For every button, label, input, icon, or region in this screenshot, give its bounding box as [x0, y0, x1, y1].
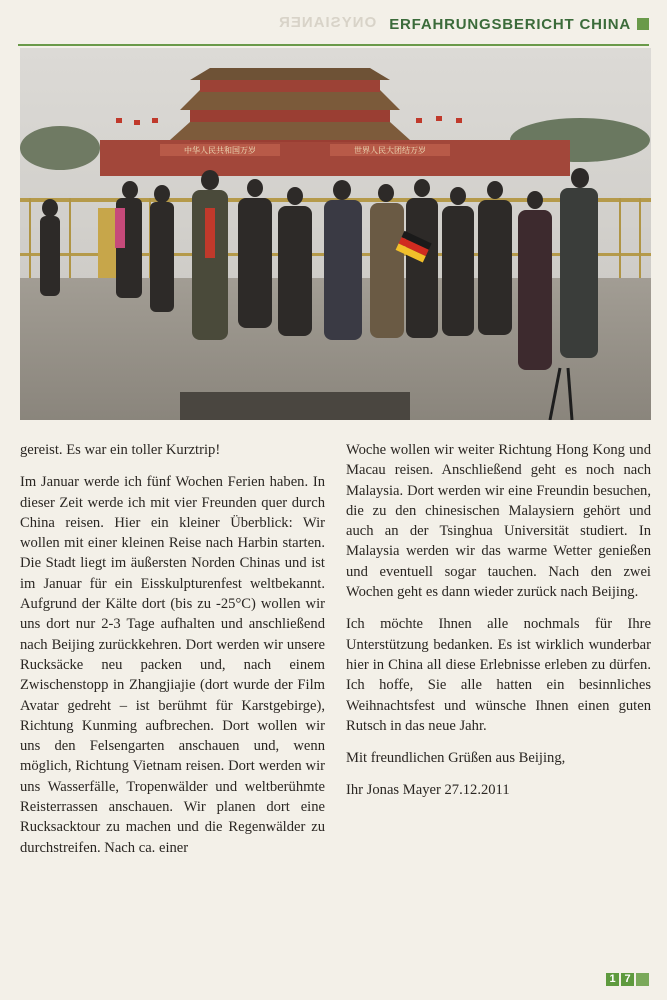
header-square-icon	[637, 18, 649, 30]
paragraph: gereist. Es war ein toller Kurztrip!	[20, 442, 221, 458]
bleed-through-text: ONYSIANER	[278, 14, 377, 31]
page-number	[606, 973, 649, 986]
signature-line: Ihr Jonas Mayer 27.12.2011	[346, 782, 510, 799]
page-square-icon	[636, 973, 649, 986]
left-text-column	[20, 440, 325, 870]
group-photo-tiananmen	[20, 48, 651, 420]
page-digit: 1	[606, 973, 619, 986]
paragraph: Ich möchte Ihnen alle nochmals für Ihre Unterstützung bedanken. Es ist wirklich wunderbar hier in China all diese Erlebnisse erleben zu dürfen. Ich hoffe, Sie alle hatten ein besinnliches Weihnachtsfest und wünsche Ihnen einen guten Rutsch in das neue Jahr.	[346, 616, 651, 734]
paragraph: Im Januar werde ich fünf Wochen Ferien haben. In dieser Zeit werde ich mit vier Freunden quer durch China reisen. Hier ein kleiner Überblick: Wir wollen mit einer kleinen Reise nach Harbin starten. Die Stadt liegt im äußersten Norden Chinas und ist im Januar für ein Eisskulpturenfest weltbekannt. Aufgrund der Kälte dort (bis zu -25°C) wollen wir uns dort nur 2-3 Tage aufhalten und anschließend nach Beijing zurückkehren. Dort werden wir unsere Rucksäcke neu packen und, nach einem Zwischenstopp in Zhangjiajie (dort wurde der Film Avatar gedreht – ist berühmt für Karstgebirge), Richtung Kunming aufbrechen. Dort wollen wir uns den Felsengarten anschauen und, wenn möglich, Richtung Vietnam reisen. Dort werden wir uns Wasserfälle, Tropenwälder und weltberühmte Reisterrassen anschauen. Wir planen dort eine Rucksacktour zu machen und die Regenwälder zu durchstreifen. Nach ca. einer	[20, 474, 325, 856]
page-header	[18, 10, 649, 40]
gate-banner-left: 中华人民共和国万岁	[184, 146, 256, 155]
paragraph: Woche wollen wir weiter Richtung Hong Kong und Macau reisen. Anschließend geht es noch nach Malaysia. Dort werden wir eine Freundin besuchen, die zu den chinesischen Malaysiern gehört und auch an der Tsinghua Universität studiert. In Malaysia werden wir das warme Wetter genießen und eventuell sogar tauchen. Nach den zwei Wochen geht es dann wieder zurück nach Beijing.	[346, 442, 651, 601]
section-title: ERFAHRUNGSBERICHT CHINA	[389, 16, 631, 33]
header-rule	[18, 44, 649, 46]
gate-banner-right: 世界人民大团结万岁	[354, 146, 426, 155]
page-digit: 7	[621, 973, 634, 986]
closing-greeting: Mit freundlichen Grüßen aus Beijing,	[346, 750, 566, 767]
right-text-column	[346, 440, 651, 813]
